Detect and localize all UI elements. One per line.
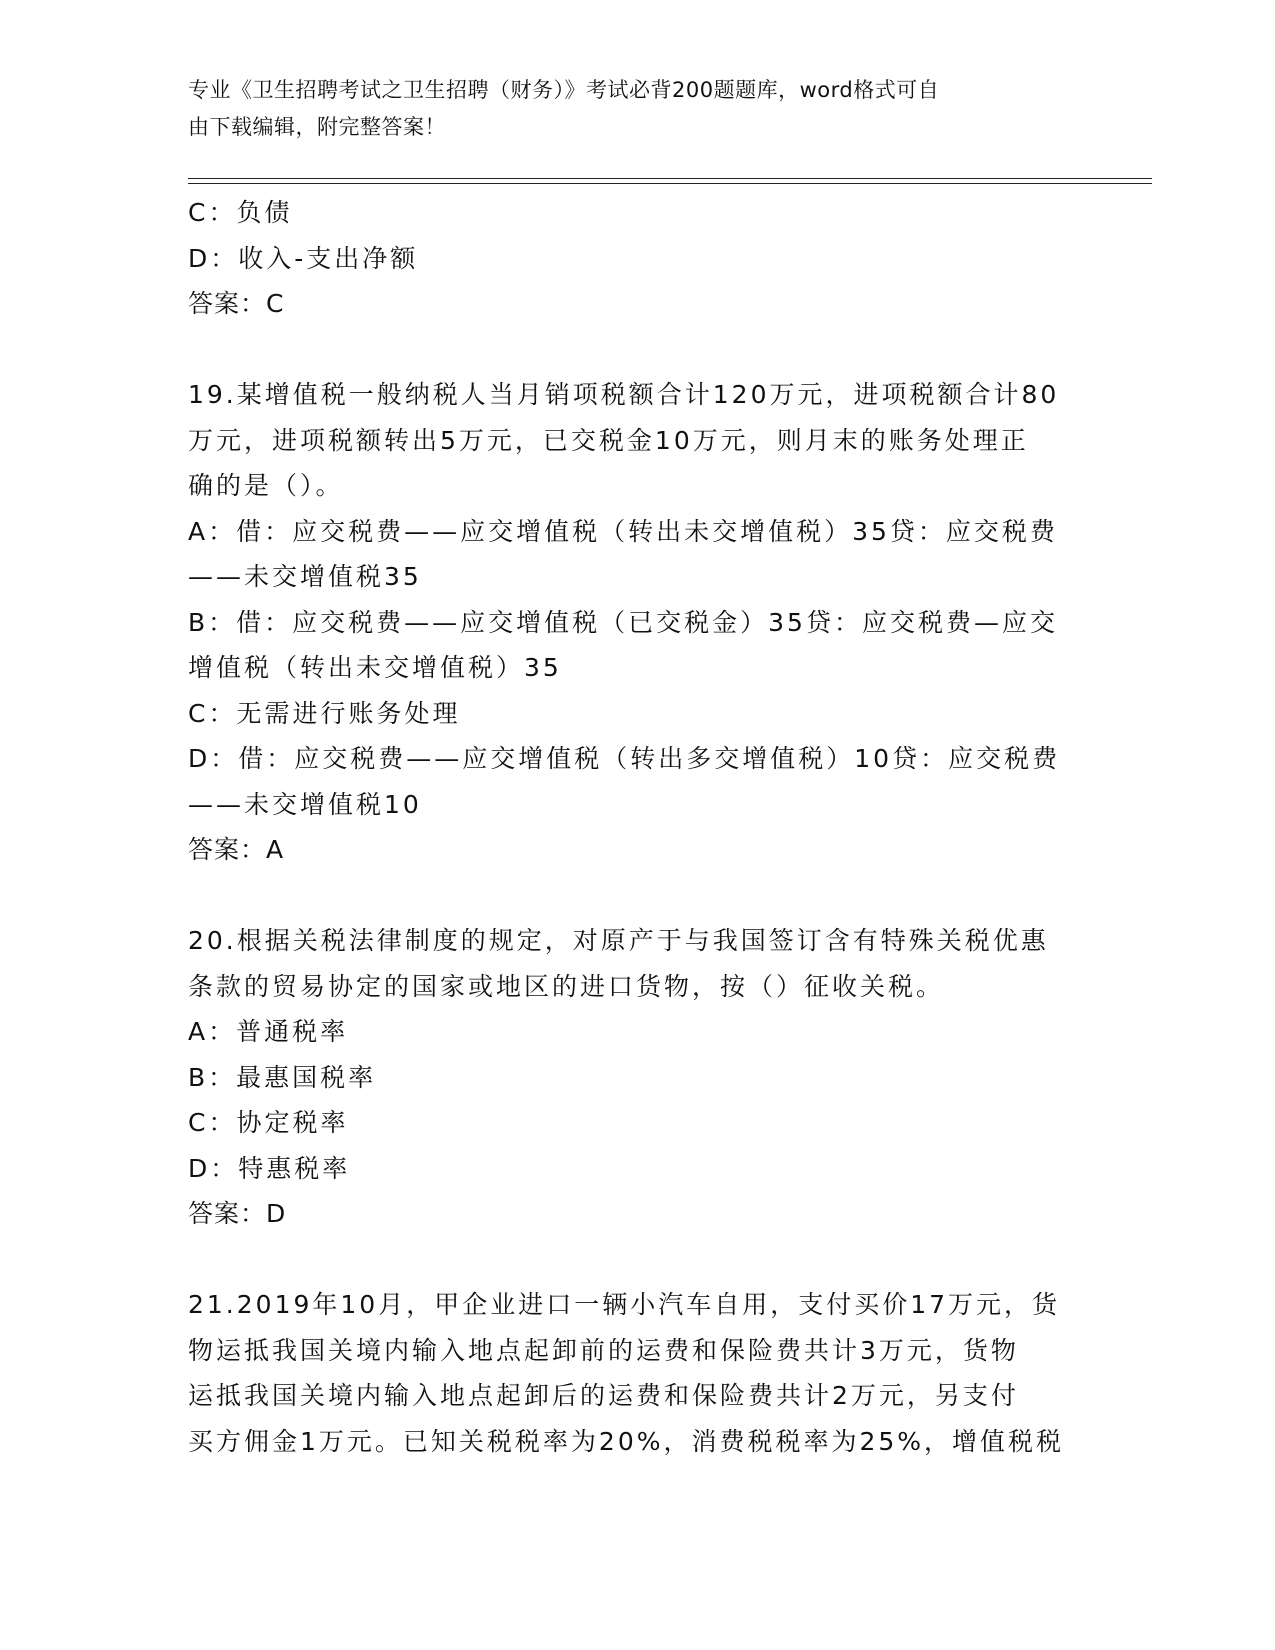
question-stem-line: 条款的贸易协定的国家或地区的进口货物，按（）征收关税。 bbox=[188, 971, 945, 1001]
header-divider-bottom bbox=[188, 183, 1152, 184]
question-stem-line: 19.某增值税一般纳税人当月销项税额合计120万元，进项税额合计80 bbox=[188, 380, 1060, 409]
answer: 答案：A bbox=[188, 835, 285, 864]
question-20 bbox=[188, 918, 1088, 1237]
option-b-cont: 增值税（转出未交增值税）35 bbox=[188, 653, 562, 682]
question-stem-line: 买方佣金1万元。已知关税税率为20%，消费税税率为25%，增值税税 bbox=[188, 1426, 1065, 1456]
question-21 bbox=[188, 1282, 1088, 1464]
option-c: C：负债 bbox=[188, 198, 293, 227]
answer: 答案：D bbox=[188, 1199, 287, 1228]
option-d-cont: ——未交增值税10 bbox=[188, 789, 422, 819]
question-stem-line: 确的是（）。 bbox=[188, 471, 344, 500]
header-divider-top bbox=[188, 178, 1152, 179]
question-stem-line: 万元，进项税额转出5万元，已交税金10万元，则月末的账务处理正 bbox=[188, 425, 1029, 455]
question-stem-line: 20.根据关税法律制度的规定，对原产于与我国签订含有特殊关税优惠 bbox=[188, 926, 1049, 955]
option-d: D：收入-支出净额 bbox=[188, 243, 419, 273]
question-stem-line: 运抵我国关境内输入地点起卸后的运费和保险费共计2万元，另支付 bbox=[188, 1381, 1019, 1410]
question-stem-line: 21.2019年10月，甲企业进口一辆小汽车自用，支付买价17万元，货 bbox=[188, 1290, 1061, 1319]
option-a: A：普通税率 bbox=[188, 1017, 349, 1046]
option-d: D：借：应交税费——应交增值税（转出多交增值税）10贷：应交税费 bbox=[188, 744, 1061, 773]
option-a-cont: ——未交增值税35 bbox=[188, 562, 422, 591]
option-c: C：协定税率 bbox=[188, 1108, 349, 1137]
question-content bbox=[188, 190, 1088, 1464]
answer: 答案：C bbox=[188, 289, 285, 318]
header-line-1: 专业《卫生招聘考试之卫生招聘（财务）》考试必背200题题库，word格式可自 bbox=[188, 78, 940, 102]
option-b: B：最惠国税率 bbox=[188, 1062, 377, 1092]
option-b: B：借：应交税费——应交增值税（已交税金）35贷：应交税费—应交 bbox=[188, 607, 1058, 637]
spacer bbox=[188, 1237, 1088, 1283]
question-19 bbox=[188, 372, 1088, 873]
question-stem-line: 物运抵我国关境内输入地点起卸前的运费和保险费共计3万元，货物 bbox=[188, 1335, 1019, 1365]
option-c: C：无需进行账务处理 bbox=[188, 698, 461, 728]
option-a: A：借：应交税费——应交增值税（转出未交增值税）35贷：应交税费 bbox=[188, 516, 1058, 546]
spacer bbox=[188, 873, 1088, 919]
spacer bbox=[188, 327, 1088, 373]
page-header bbox=[188, 72, 1068, 146]
header-line-2: 由下载编辑，附完整答案！ bbox=[188, 115, 446, 139]
option-d: D：特惠税率 bbox=[188, 1153, 351, 1183]
